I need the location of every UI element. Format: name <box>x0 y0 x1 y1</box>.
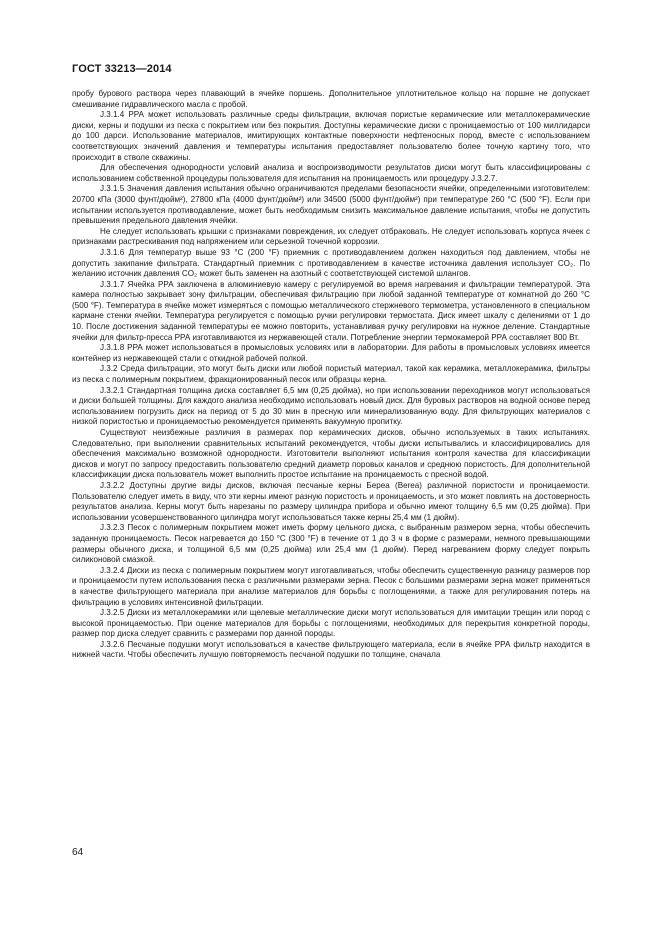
paragraph: J.3.2.6 Песчаные подушки могут использоваться в качестве фильтрующего материала, если в ячейке РРА фильтр находится в нижней части. Чтобы обеспечить лучшую повторяемость песчаной подушки по толщине, сначала <box>72 639 590 660</box>
paragraph: J.3.2.4 Диски из песка с полимерным покрытием могут изготавливаться, чтобы обеспечить существенную разницу размеров пор и проницаемости путем использования песка с различными размерами зерна. Песок с большими размерами зерна может применяться в качестве фильтрующего материала при анализе материалов для борьбы с поглощениями, а также для регулирования потерь на фильтрацию в условиях интенсивной фильтрации. <box>72 565 590 607</box>
paragraph: J.3.2.1 Стандартная толщина диска составляет 6,5 мм (0,25 дюйма), но при использовании переходников могут использоваться и диски большей толщины. Для каждого анализа необходимо использовать новый диск. Для буровых растворов на водной основе перед использованием погрузить диск на период от 5 до 30 мин в пресную или минерализованную воду. Для фильтрующих материалов с низкой пористостью и проницаемостью рекомендуется применять вакуумную пропитку. <box>72 385 590 427</box>
paragraph: пробу бурового раствора через плавающий в ячейке поршень. Дополнительное уплотнительное кольцо на поршне не допускает смешивание гидравлического масла с пробой. <box>72 89 590 109</box>
paragraph: J.3.2 Среда фильтрации, это могут быть диски или любой пористый материал, такой как керамика, металлокерамика, фильтры из песка с полимерным покрытием, фракционированный песок или образцы керна. <box>72 364 590 385</box>
paragraph: J.3.2.5 Диски из металлокерамики или щелевые металлические диски могут использоваться для имитации трещин или пород с высокой проницаемостью. При оценке материалов для борьбы с поглощениями, необходимых для перекрытия конкретной породы, размер пор диска следует сравнить с размерами пор данной породы. <box>72 608 590 639</box>
paragraph: J.3.2.3 Песок с полимерным покрытием может иметь форму цельного диска, с выбранным размером зерна, чтобы обеспечить заданную проницаемость. Песок нагревается до 150 °С (300 °F) в течение от 1 до 3 ч в форме с размерами, немного превышающими размеры обычного диска, и толщиной 6,5 мм (0,25 дюйма) или 25,4 мм (1 дюйм). Перед нагреванием форму следует покрыть силиконовой смазкой. <box>72 523 590 565</box>
paragraph: J.3.1.8 РРА может использоваться в промысловых условиях или в лаборатории. Для работы в промысловых условиях имеется контейнер из нержавеющей стали с откидной рабочей полкой. <box>72 343 590 363</box>
standard-header: ГОСТ 33213—2014 <box>72 63 172 75</box>
page-number: 64 <box>72 847 84 858</box>
paragraph: J.3.1.6 Для температур выше 93 °С (200 °F) приемник с противодавлением должен находиться под давлением, чтобы не допустить закипание фильтрата. Стандартный приемник с противодавлением в качестве источника давления использует CO₂. По желанию источник давления CO₂ может быть заменен на азотный с соответствующей системой шлангов. <box>72 247 590 279</box>
paragraph: J.3.2.2 Доступны другие виды дисков, включая песчаные керны Береа (Berea) различной пористости и проницаемости. Пользователю следует иметь в виду, что эти керны имеют разную пористость и проницаемость, и это может повлиять на достоверность результатов анализа. Керны могут быть нарезаны по размеру цилиндра прибора и обычно имеют толщину 6,5 мм (0,25 дюйма). При использовании усовершенствованного цилиндра могут использоваться также керны 25,4 мм (1 дюйм). <box>72 480 590 522</box>
paragraph: J.3.1.7 Ячейка РРА заключена в алюминиевую камеру с регулируемой во время нагревания и фильтрации температурой. Эта камера полностью закрывает зону фильтрации, обеспечивая фильтрацию при любой заданной температуре от комнатной до 260 °С (500 °F). Температура в ячейке может измеряться с помощью металлического стержневого термометра, установленного в специальном кармане стенки ячейки. Температура регулируется с помощью ручки регулировки термостата. Диск имеет шкалу с делениями от 1 до 10. После достижения заданной температуры ее можно повторить, устанавливая ручку регулировки на нужное деление. Стандартные ячейки для фильтр-пресса РРА изготавливаются из нержавеющей стали. Потребление энергии термокамерой РРА составляет 800 Вт. <box>72 279 590 342</box>
paragraph: J.3.1.4 РРА может использовать различные среды фильтрации, включая пористые керамические или металлокерамические диски, керны и подушки из песка с покрытием или без покрытия. Доступны керамические диски с проницаемостью от 100 миллидарси до 100 дарси. Использование материалов, имитирующих контактные поверхности нефтеносных пород, вместе с использованием соответствующих значений давления и температуры испытания предоставляет пользователю более точную картину того, что происходит в стволе скважины. <box>72 110 590 162</box>
body-text <box>72 89 590 661</box>
paragraph: Для обеспечения однородности условий анализа и воспроизводимости результатов диски могут быть классифицированы с использованием собственной процедуры пользователя для испытания на проницаемость или процедуру J.3.2.7. <box>72 163 590 183</box>
paragraph: Не следует использовать крышки с признаками повреждения, их следует отбраковать. Не следует использовать корпуса ячеек с признаками растрескивания под напряжением или серьезной точечной коррозии. <box>72 226 590 247</box>
paragraph: J.3.1.5 Значения давления испытания обычно ограничиваются пределами безопасности ячейки, определенными изготовителем: 20700 кПа (3000 фунт/дюйм²), 27800 кПа (4000 фунт/дюйм²) или 34500 (5000 фунт/дюйм²) при температуре 260 °С (500 °F). Если при испытании используется противодавление, может быть необходимым снизить максимальное давление испытания, чтобы не допустить превышения предельного давления ячейки. <box>72 184 590 226</box>
paragraph: Существуют неизбежные различия в размерах пор керамических дисков, обычно используемых в таких испытаниях. Следовательно, при выполнении сравнительных испытаний рекомендуется, чтобы диски испытывались и классифицировались для обеспечения максимально возможной однородности. Изготовители выполняют испытания контроля качества для классификации дисков и могут по запросу предоставить пользователю средний диаметр поровых каналов и среднюю пористость. Для дополнительной классификации диска пользователь может выполнить простое испытание на проницаемость с пресной водой. <box>72 428 590 480</box>
